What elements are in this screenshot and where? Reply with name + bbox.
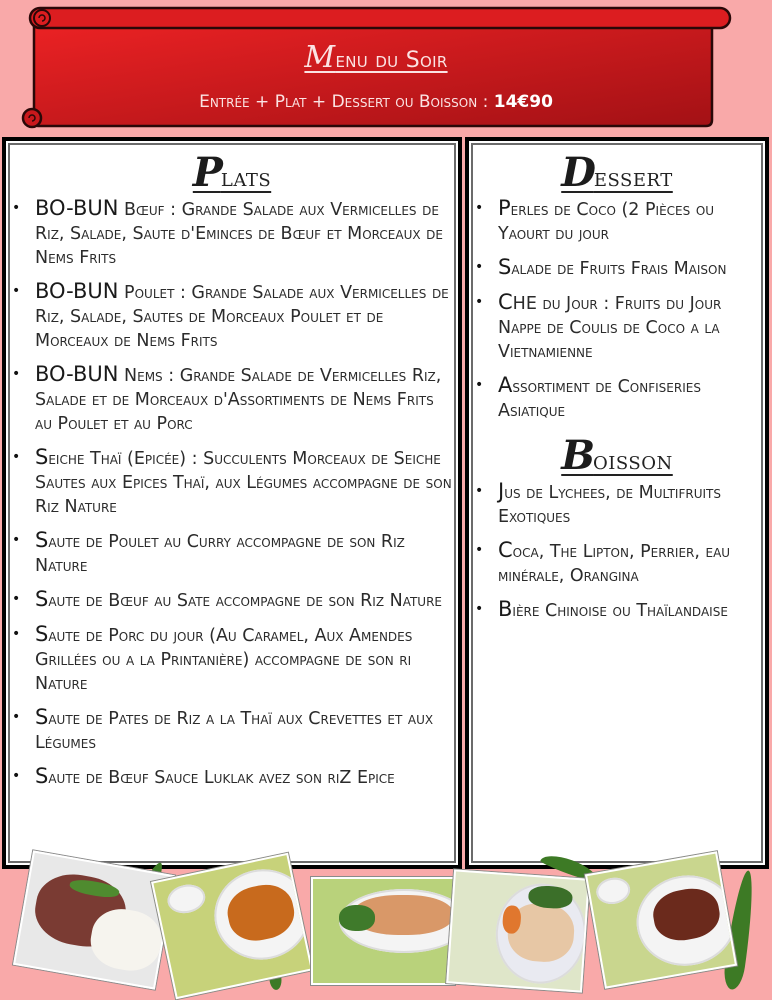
photo-pates-crevettes	[311, 877, 455, 985]
item-lead: C	[498, 290, 513, 314]
plat-item	[6, 764, 458, 790]
photo-curry-riz	[151, 853, 313, 999]
item-lead: S	[35, 764, 49, 788]
item-lead: BO-BUN	[35, 196, 119, 220]
item-text: us de Lychees, de Multifruits Exotiques	[498, 483, 721, 527]
dessert-item	[469, 290, 765, 364]
item-lead: P	[498, 196, 511, 220]
item-text: alade de Fruits Frais Maison	[511, 259, 727, 279]
dessert-boisson-panel	[465, 137, 769, 869]
menu-formula	[20, 92, 732, 112]
boisson-list	[469, 479, 765, 623]
heading-rest: essert	[593, 163, 673, 193]
item-lead: S	[498, 255, 512, 279]
plat-item	[6, 587, 458, 613]
item-text: eiche Thaï (Epicée) : Succulents Morceaux de Seiche Sautes aux Epices Thaï, aux Légumes accompagne de son Riz Nature	[35, 449, 452, 517]
dessert-list	[469, 196, 765, 423]
item-text: ière Chinoise ou Thaïlandaise	[512, 601, 728, 621]
menu-title	[20, 40, 732, 75]
plats-heading	[6, 149, 458, 196]
item-text: aute de Bœuf Sauce Luklak avez son riZ Epice	[48, 768, 395, 788]
plat-item	[6, 622, 458, 696]
boisson-item	[469, 479, 765, 529]
item-lead: S	[35, 528, 49, 552]
dessert-heading	[469, 149, 765, 196]
boisson-item	[469, 538, 765, 588]
rice-bowl	[165, 881, 208, 916]
formula-price: 14€90	[493, 92, 553, 112]
heading-rest: oisson	[593, 446, 673, 476]
plats-panel	[2, 137, 462, 869]
food-photo-strip	[0, 840, 772, 1000]
plat-item	[6, 196, 458, 270]
item-text: Bœuf : Grande Salade aux Vermicelles de Riz, Salade, Saute d'Eminces de Bœuf et Morceaux de Nems Frits	[35, 200, 443, 268]
photo-porc-grille-riz	[13, 850, 175, 989]
plats-list	[6, 196, 458, 790]
plat-item	[6, 705, 458, 755]
boisson-heading	[469, 432, 765, 479]
item-text: Nems : Grande Salade de Vermicelles Riz, Salade et de Morceaux d'Assortiments de Nems Frits au Poulet et au Porc	[35, 366, 442, 434]
heading-initial: P	[192, 149, 221, 196]
dessert-item	[469, 196, 765, 246]
heading-initial: B	[561, 432, 594, 479]
item-text: aute de Poulet au Curry accompagne de son Riz Nature	[35, 532, 405, 576]
item-text: Poulet : Grande Salade aux Vermicelles de Riz, Salade, Sautes de Morceaux Poulet et de Morceaux de Nems Frits	[35, 283, 449, 351]
item-lead: B	[498, 597, 513, 621]
rice-bowl	[594, 875, 632, 907]
item-text: HE du Jour : Fruits du Jour Nappe de Coulis de Coco a la Vietnamienne	[498, 294, 722, 362]
item-lead: S	[35, 622, 49, 646]
item-lead: S	[35, 587, 49, 611]
dessert-item	[469, 373, 765, 423]
item-text: ssortiment de Confiseries Asiatique	[498, 377, 701, 421]
plat-item	[6, 279, 458, 353]
photo-bo-bun-legumes	[446, 869, 590, 992]
boisson-item	[469, 597, 765, 623]
photo-boeuf-saute	[585, 851, 737, 989]
item-text: aute de Bœuf au Sate accompagne de son Riz Nature	[48, 591, 443, 611]
menu-banner	[20, 6, 732, 130]
item-lead: J	[498, 479, 505, 503]
food-salad	[339, 905, 375, 931]
heading-rest: lats	[220, 163, 272, 193]
dessert-item	[469, 255, 765, 281]
heading-initial: D	[561, 149, 594, 196]
item-lead: C	[498, 538, 513, 562]
item-lead: S	[35, 705, 49, 729]
plat-item	[6, 445, 458, 519]
item-lead: BO-BUN	[35, 279, 119, 303]
formula-text: Entrée + Plat + Dessert ou Boisson	[199, 92, 478, 112]
title-rest: enu du Soir	[335, 48, 448, 73]
formula-separator: :	[477, 92, 494, 112]
plat-item	[6, 528, 458, 578]
item-lead: A	[498, 373, 513, 397]
title-initial: M	[304, 40, 336, 75]
item-text: oca, The Lipton, Perrier, eau minérale, Orangina	[498, 542, 731, 586]
item-lead: BO-BUN	[35, 362, 119, 386]
item-text: erles de Coco (2 Pièces ou Yaourt du jour	[498, 200, 715, 244]
item-lead: S	[35, 445, 49, 469]
plat-item	[6, 362, 458, 436]
item-text: aute de Pates de Riz a la Thaï aux Crevettes et aux Légumes	[35, 709, 434, 753]
item-text: aute de Porc du jour (Au Caramel, Aux Amendes Grillées ou a la Printanière) accompagne de son ri Nature	[35, 626, 413, 694]
